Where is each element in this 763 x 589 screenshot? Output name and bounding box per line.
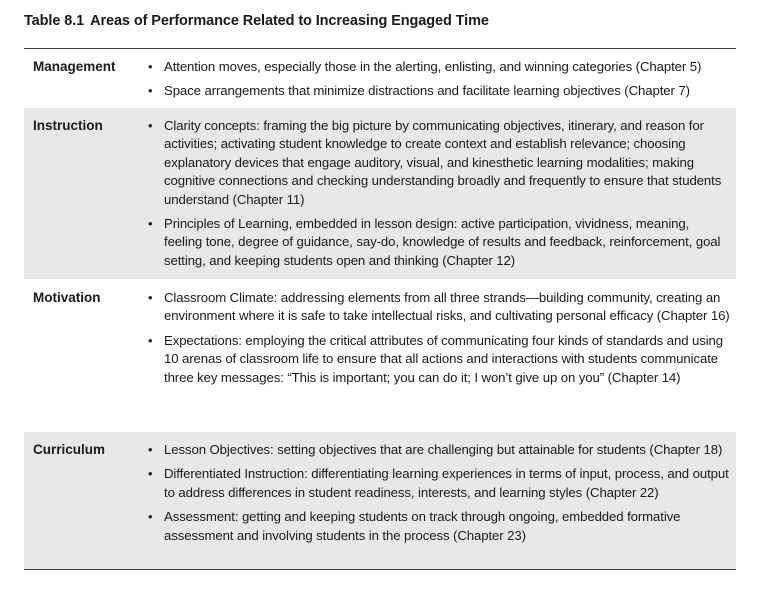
bullet-list bbox=[164, 441, 730, 551]
table-caption bbox=[24, 13, 489, 29]
list-item: • Expectations: employing the critical attributes of communicating four kinds of standards and using 10 arenas of classroom life to ensure that all actions and interactions with students communicate three key messages: “This is important; you can do it; I won’t give up on you” (Chapter 14) bbox=[164, 332, 730, 387]
row-label: Motivation bbox=[33, 290, 101, 305]
list-item: • Space arrangements that minimize distractions and facilitate learning objectives (Chapter 7) bbox=[164, 82, 730, 100]
table-row-curriculum bbox=[24, 432, 736, 569]
row-label: Management bbox=[33, 59, 116, 74]
bottom-rule bbox=[24, 569, 736, 570]
bullet-list bbox=[164, 117, 730, 276]
table-row-motivation bbox=[24, 280, 736, 431]
list-item: • Assessment: getting and keeping students on track through ongoing, embedded formative assessment and involving students in the process (Chapter 23) bbox=[164, 508, 730, 545]
list-item: • Lesson Objectives: setting objectives that are challenging but attainable for students (Chapter 18) bbox=[164, 441, 730, 459]
table-row-instruction bbox=[24, 108, 736, 279]
table-row-management bbox=[24, 49, 736, 107]
bullet-list bbox=[164, 58, 730, 107]
list-item: • Clarity concepts: framing the big picture by communicating objectives, itinerary, and reason for activities; activating student knowledge to create context and establish relevance; choosing explanatory devices that engage auditory, visual, and kinesthetic learning modalities; making cognitive connections and checking understanding broadly and frequently to ensure that students understand (Chapter 11) bbox=[164, 117, 730, 209]
list-item: • Attention moves, especially those in the alerting, enlisting, and winning categories (Chapter 5) bbox=[164, 58, 730, 76]
list-item: • Differentiated Instruction: differentiating learning experiences in terms of input, process, and output to address differences in student readiness, interests, and learning styles (Chapter 22) bbox=[164, 465, 730, 502]
table-title: Areas of Performance Related to Increasing Engaged Time bbox=[90, 13, 489, 29]
list-item: • Classroom Climate: addressing elements from all three strands—building community, creating an environment where it is safe to take intellectual risks, and cultivating personal efficacy (Chapter 16) bbox=[164, 289, 730, 326]
row-label: Instruction bbox=[33, 118, 103, 133]
row-label: Curriculum bbox=[33, 442, 106, 457]
bullet-list bbox=[164, 289, 730, 393]
table-number: Table 8.1 bbox=[24, 13, 85, 29]
list-item: • Principles of Learning, embedded in lesson design: active participation, vividness, meaning, feeling tone, degree of guidance, say-do, knowledge of results and feedback, reinforcement, goal setting, and keeping students open and thinking (Chapter 12) bbox=[164, 215, 730, 270]
